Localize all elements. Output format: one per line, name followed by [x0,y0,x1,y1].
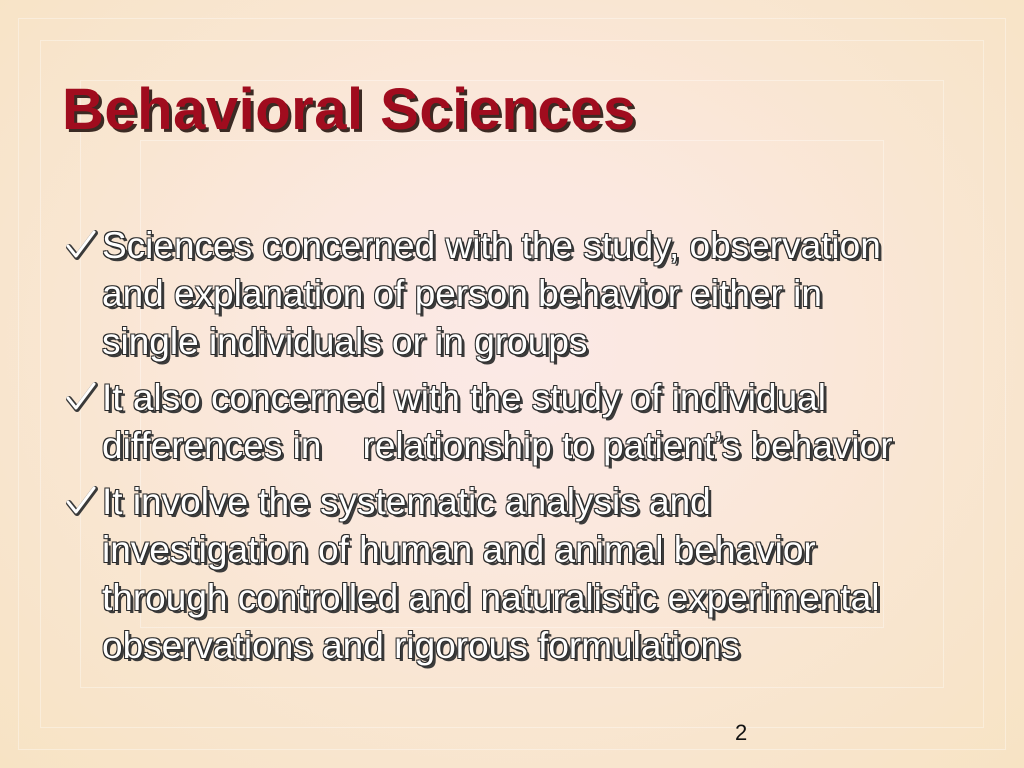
bullet-line: differences in relationship to patient’s behavior [102,425,893,466]
bullet-line: It involve the systematic analysis and [102,481,711,522]
bullet-list [62,222,992,678]
bullet-line: through controlled and naturalistic experimental [102,577,880,618]
bullet-line: It also concerned with the study of individual [102,377,826,418]
bullet-item [62,374,992,470]
bullet-item [62,478,992,670]
bullet-line: single individuals or in groups [102,321,588,362]
bullet-line: observations and rigorous formulations [102,625,740,666]
slide-number: 2 [735,720,748,745]
checkmark-icon [64,228,98,262]
checkmark-icon [64,484,98,518]
bullet-line: investigation of human and animal behavior [102,529,816,570]
checkmark-icon [64,380,98,414]
slide-title: Behavioral Sciences [62,77,636,142]
bullet-line: and explanation of person behavior either in [102,273,822,314]
bullet-item [62,222,992,366]
bullet-line: Sciences concerned with the study, observation [102,225,881,266]
